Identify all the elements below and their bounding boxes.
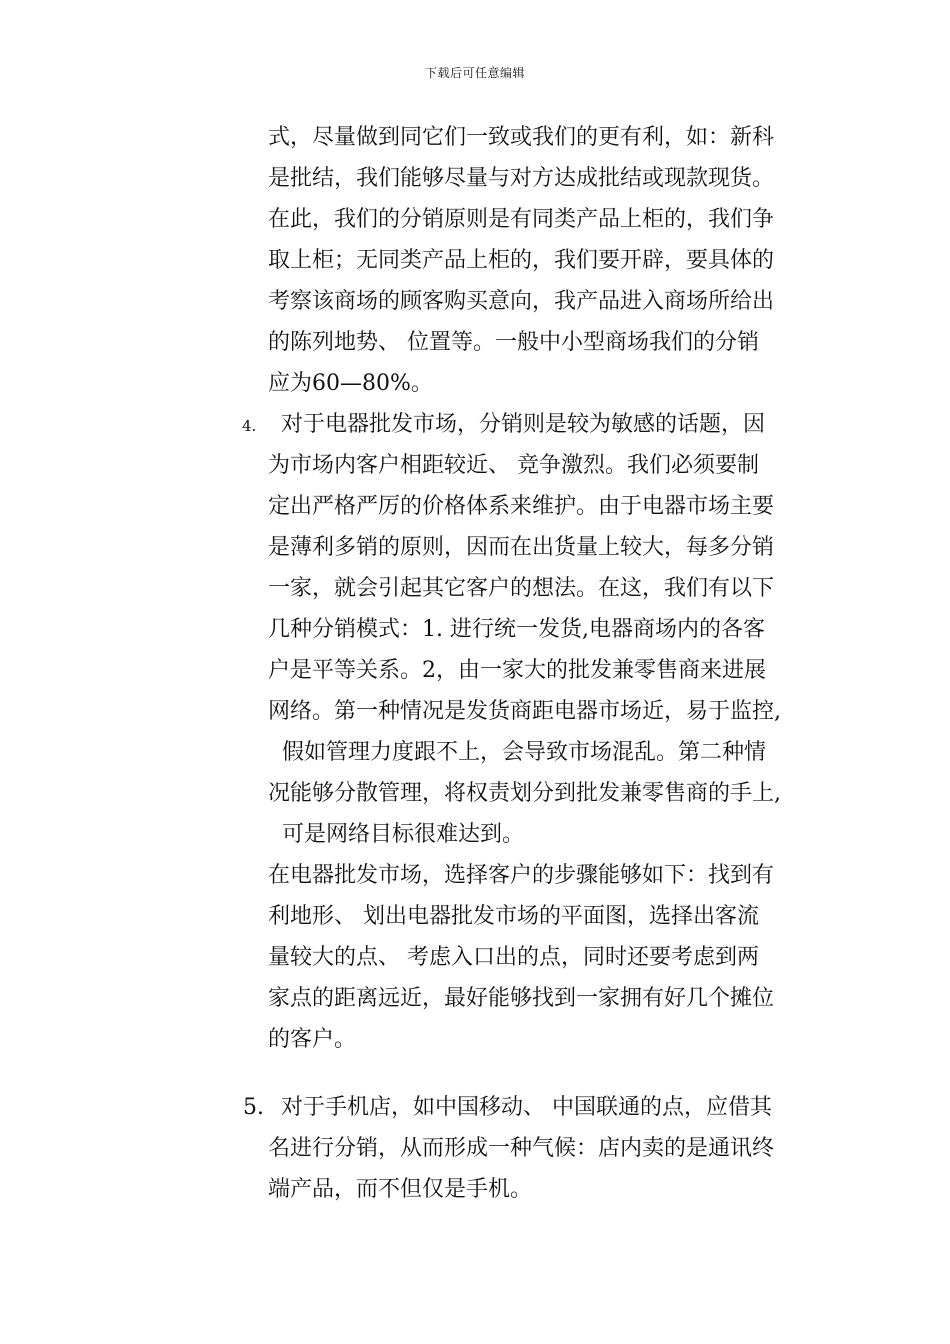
text-line: 的客户。 [268, 1027, 357, 1052]
text-line: 是薄利多销的原则，因而在出货量上较大，每多分销 [268, 535, 775, 560]
text-line: 假如管理力度跟不上，会导致市场混乱。第二种情 [268, 740, 766, 765]
text-line: 在此，我们的分销原则是有同类产品上柜的，我们争 [268, 207, 775, 232]
text-line: 网络。第一种情况是发货商距电器市场近，易于监控, [268, 699, 781, 724]
text-line: 取上柜；无同类产品上柜的，我们要开辟，要具体的 [268, 248, 775, 273]
text-line: 几种分销模式：1. 进行统一发货,电器商场内的各客 [268, 617, 765, 642]
text-line: 为市场内客户相距较近、 竞争激烈。我们必须要制 [268, 453, 759, 478]
text-line: 名进行分销，从而形成一种气候：店内卖的是通讯终 [268, 1136, 775, 1161]
text-line: 量较大的点、 考虑入口出的点，同时还要考虑到两 [268, 945, 759, 970]
text-line: 定出严格严厉的价格体系来维护。由于电器市场主要 [268, 494, 775, 519]
list-number-4: 4. [242, 417, 257, 435]
text-line: 在电器批发市场，选择客户的步骤能够如下：找到有 [268, 863, 775, 888]
text-line: 况能够分散管理，将权责划分到批发兼零售商的手上, [268, 781, 781, 806]
text-line: 对于手机店，如中国移动、 中国联通的点，应借其 [281, 1095, 772, 1120]
text-line: 一家，就会引起其它客户的想法。在这，我们有以下 [268, 576, 775, 601]
text-line: 家点的距离远近，最好能够找到一家拥有好几个摊位 [268, 986, 775, 1011]
text-line: 对于电器批发市场，分销则是较为敏感的话题，因 [281, 412, 766, 437]
text-line: 端产品，而不但仅是手机。 [268, 1177, 533, 1202]
text-line: 是批结，我们能够尽量与对方达成批结或现款现货。 [268, 166, 775, 191]
text-line: 式，尽量做到同它们一致或我们的更有利，如：新科 [268, 125, 775, 150]
text-line: 户是平等关系。2，由一家大的批发兼零售商来进展 [268, 658, 766, 683]
list-number-5: 5. [243, 1095, 264, 1120]
text-line: 考察该商场的顾客购买意向，我产品进入商场所给出 [268, 289, 775, 314]
text-line: 可是网络目标很难达到。 [268, 822, 524, 847]
text-line: 利地形、 划出电器批发市场的平面图，选择出客流 [268, 904, 759, 929]
text-line: 的陈列地势、 位置等。一般中小型商场我们的分销 [268, 330, 759, 355]
text-line: 应为60—80%。 [268, 371, 433, 396]
page-header: 下载后可任意编辑 [424, 66, 525, 80]
